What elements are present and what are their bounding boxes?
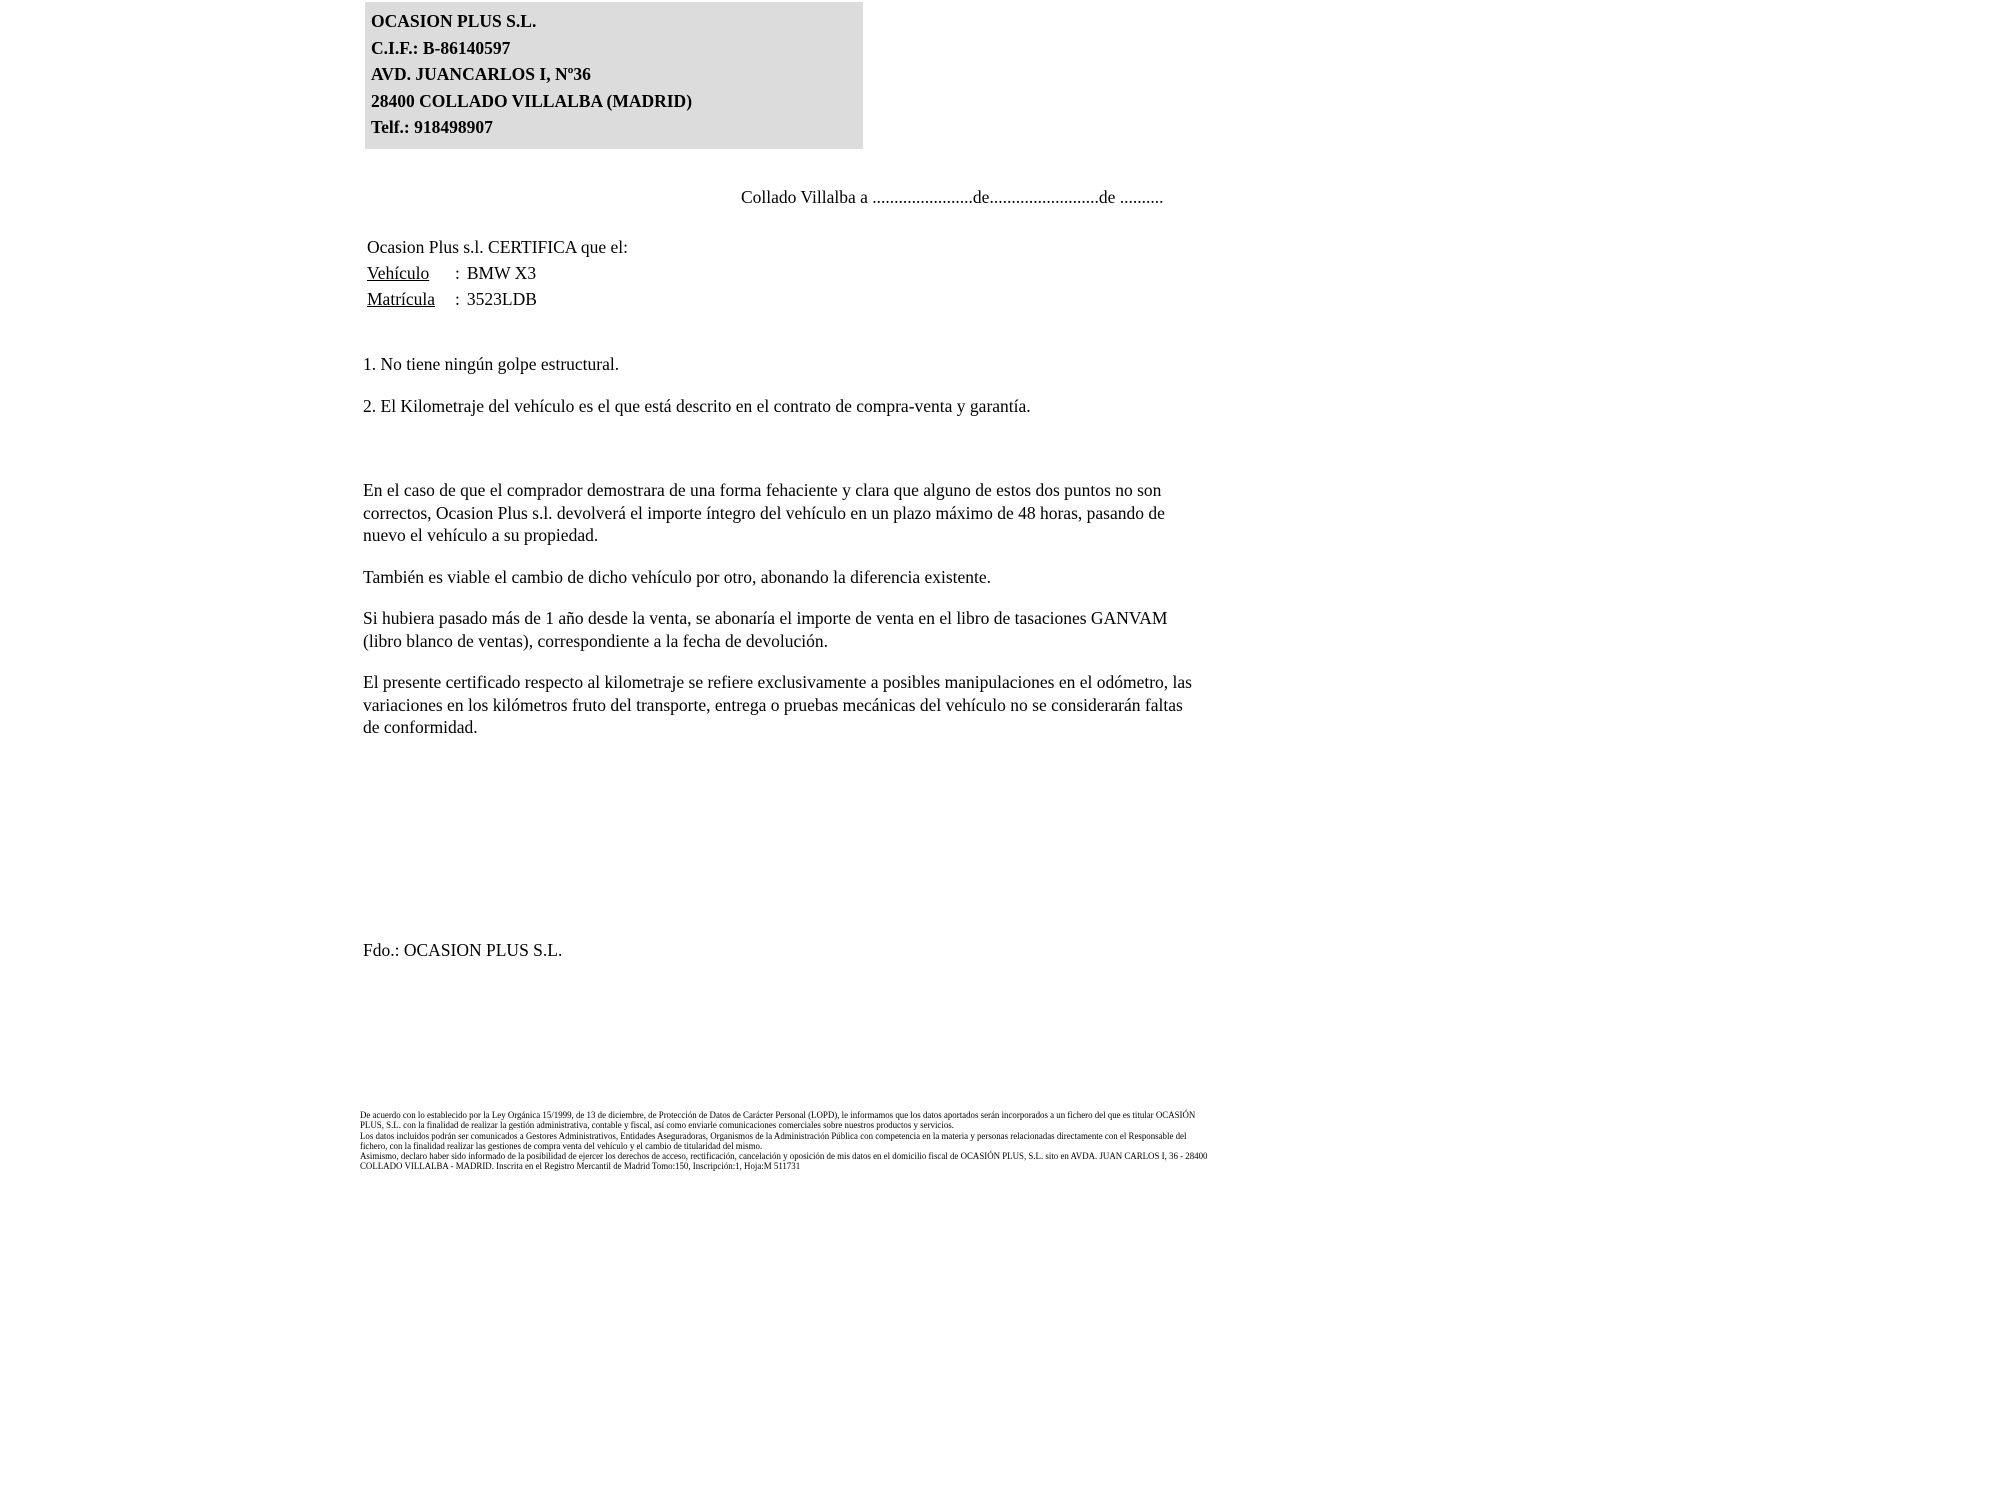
plate-value: 3523LDB	[466, 289, 537, 309]
vehicle-separator: :	[455, 263, 460, 283]
paragraph-refund: En el caso de que el comprador demostrara de una forma fehaciente y clara que alguno de estos dos puntos no son correctos, Ocasion Plus s.l. devolverá el importe íntegro del vehículo en un plazo máximo de 48 horas, pasando de nuevo el vehículo a su propiedad.	[363, 480, 1165, 545]
company-name: OCASION PLUS S.L.	[371, 11, 537, 31]
paragraph-odometer: El presente certificado respecto al kilometraje se refiere exclusivamente a posibles manipulaciones en el odómetro, las variaciones en los kilómetros fruto del transporte, entrega o pruebas mecánicas del vehículo no se considerarán faltas de conformidad.	[363, 672, 1192, 737]
plate-label: Matrícula	[367, 289, 436, 309]
vehicle-row	[367, 260, 628, 286]
vehicle-value: BMW X3	[466, 263, 537, 283]
company-city: 28400 COLLADO VILLALBA (MADRID)	[371, 90, 693, 111]
company-header-box	[365, 2, 863, 149]
certification-block	[367, 234, 628, 312]
point-1: 1. No tiene ningún golpe estructural.	[363, 354, 620, 374]
date-line: Collado Villalba a .......................de.........................de ..........	[741, 187, 1164, 207]
legal-paragraph-data-sharing: Los datos incluidos podrán ser comunicados a Gestores Administrativos, Entidades Aseguradoras, Organismos de la Administración Pública con competencia en la materia y personas relacionadas directamente con el Responsable del fichero, con la finalidad realizar las gestiones de compra venta del vehículo y el cambio de titularidad del mismo.	[360, 1130, 1187, 1151]
legal-footer	[360, 1110, 1208, 1172]
paragraph-ganvam: Si hubiera pasado más de 1 año desde la venta, se abonaría el importe de venta en el libro de tasaciones GANVAM (libro blanco de ventas), correspondiente a la fecha de devolución.	[363, 608, 1168, 651]
plate-separator: :	[455, 289, 460, 309]
company-phone: Telf.: 918498907	[371, 117, 493, 137]
certifies-line: Ocasion Plus s.l. CERTIFICA que el:	[367, 237, 628, 257]
terms-paragraphs	[363, 479, 1193, 758]
company-cif: C.I.F.: B-86140597	[371, 37, 511, 58]
legal-paragraph-lopd: De acuerdo con lo establecido por la Ley Orgánica 15/1999, de 13 de diciembre, de Protección de Datos de Carácter Personal (LOPD), le informamos que los datos aportados serán incorporados a un fichero del que es titular OCASIÓN PLUS, S.L. con la finalidad de realizar la gestión administrativa, contable y fiscal, así como enviarle comunicaciones comerciales sobre nuestros productos y servicios.	[360, 1110, 1196, 1131]
certified-points	[363, 353, 1193, 437]
signature-line: Fdo.: OCASION PLUS S.L.	[363, 940, 563, 960]
plate-row	[367, 286, 628, 312]
company-address: AVD. JUANCARLOS I, Nº36	[371, 64, 591, 84]
legal-paragraph-rights: Asimismo, declaro haber sido informado de la posibilidad de ejercer los derechos de acceso, rectificación, cancelación y oposición de mis datos en el domicilio fiscal de OCASIÓN PLUS, S.L. sito en AVDA. JUAN CARLOS I, 36 - 28400 COLLADO VILLALBA - MADRID. Inscrita en el Registro Mercantil de Madrid Tomo:150, Inscripción:1, Hoja:M 511731	[360, 1151, 1208, 1172]
vehicle-label: Vehículo	[367, 263, 430, 283]
point-2: 2. El Kilometraje del vehículo es el que está descrito en el contrato de compra-venta y garantía.	[363, 396, 1031, 416]
paragraph-exchange: También es viable el cambio de dicho vehículo por otro, abonando la diferencia existente.	[363, 566, 992, 587]
